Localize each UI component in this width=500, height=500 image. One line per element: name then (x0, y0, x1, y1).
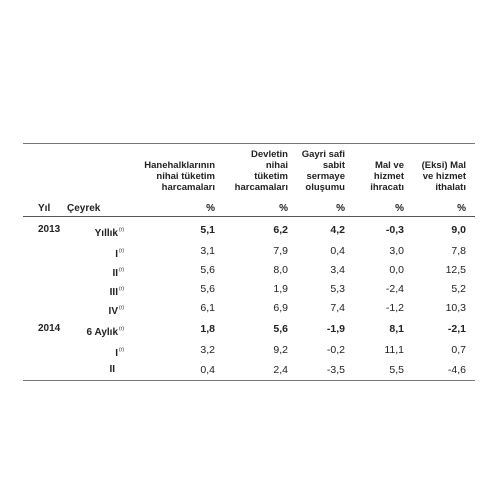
unit-percent: % (206, 203, 215, 214)
table-cell: 6,2 (273, 224, 288, 236)
revised-marker: (r) (119, 305, 124, 311)
revised-marker: (r) (119, 248, 124, 254)
row-period (95, 224, 124, 240)
column-header-line: Gayri safi (301, 149, 345, 160)
quarter-header: Çeyrek (67, 203, 101, 214)
row-period-label: 6 Aylık (86, 327, 118, 338)
row-period-label: I (115, 348, 118, 359)
column-header-5 (401, 160, 466, 193)
column-header-line: nihai (265, 160, 288, 171)
column-header-2 (228, 149, 288, 193)
row-period (112, 264, 124, 280)
table-cell: 5,2 (451, 283, 466, 295)
table-cell: 6,9 (273, 302, 288, 314)
table-cell: -3,5 (326, 364, 345, 376)
column-header-line: (Eksi) Mal (421, 160, 466, 171)
table-cell: 5,6 (200, 264, 215, 276)
table-cell: 12,5 (445, 264, 466, 276)
table-cell: 0,4 (200, 364, 215, 376)
table-cell: 5,6 (200, 283, 215, 295)
row-year: 2013 (38, 224, 61, 235)
row-period (115, 245, 124, 261)
table-cell: 7,4 (330, 302, 345, 314)
table-top-rule (23, 143, 475, 144)
table-cell: 7,8 (451, 245, 466, 257)
table-cell: 7,9 (273, 245, 288, 257)
row-period (109, 302, 124, 318)
table-cell: -4,6 (447, 364, 466, 376)
unit-percent: % (336, 203, 345, 214)
column-header-line: nihai tüketim (156, 171, 215, 182)
table-cell: 3,0 (389, 245, 404, 257)
table-cell: 9,0 (451, 224, 466, 236)
table-cell: -2,1 (447, 323, 466, 335)
row-period-label: II (109, 364, 115, 375)
table-cell: -1,9 (326, 323, 345, 335)
column-header-line: Hanehalklarının (144, 160, 215, 171)
column-header-line: oluşumu (305, 182, 345, 193)
table-cell: 8,0 (273, 264, 288, 276)
revised-marker: (r) (119, 347, 124, 353)
table-cell: -0,2 (326, 344, 345, 356)
table-cell: 2,4 (273, 364, 288, 376)
row-period (115, 344, 124, 360)
table-cell: 1,9 (273, 283, 288, 295)
column-header-line: sabit (322, 160, 345, 171)
row-period-label: Yıllık (94, 228, 118, 239)
revised-marker: (r) (119, 286, 124, 292)
table-cell: 3,2 (200, 344, 215, 356)
row-period (110, 283, 124, 299)
table-cell: 3,1 (200, 245, 215, 257)
column-header-line: Mal ve (374, 160, 404, 171)
row-period-label: III (109, 287, 118, 298)
column-header-line: ve hizmet (422, 171, 466, 182)
unit-percent: % (395, 203, 404, 214)
table-cell: 3,4 (330, 264, 345, 276)
table-cell: -0,3 (385, 224, 404, 236)
column-header-line: ithalatı (435, 182, 466, 193)
table-cell: 5,1 (200, 224, 215, 236)
revised-marker: (r) (119, 227, 124, 233)
row-year: 2014 (38, 323, 61, 334)
table-cell: 1,8 (200, 323, 215, 335)
column-header-1 (125, 160, 215, 193)
column-header-line: sermaye (306, 171, 345, 182)
table-cell: 9,2 (273, 344, 288, 356)
table-cell: 5,5 (389, 364, 404, 376)
column-header-line: ihracatı (370, 182, 404, 193)
row-period (109, 364, 124, 376)
header-bottom-rule (23, 216, 475, 217)
table-cell: 6,1 (200, 302, 215, 314)
table-cell: -2,4 (385, 283, 404, 295)
column-header-line: hizmet (373, 171, 404, 182)
unit-percent: % (457, 203, 466, 214)
table-bottom-rule (23, 380, 475, 381)
column-header-3 (285, 149, 345, 193)
row-period (87, 323, 125, 339)
table-cell: 0,7 (451, 344, 466, 356)
year-header: Yıl (38, 203, 51, 214)
column-header-line: harcamaları (161, 182, 215, 193)
column-header-line: Devletin (251, 149, 288, 160)
revised-marker: (r) (119, 326, 124, 332)
table-cell: -1,2 (385, 302, 404, 314)
table-cell: 8,1 (389, 323, 404, 335)
row-period-label: IV (108, 306, 118, 317)
table-cell: 0,4 (330, 245, 345, 257)
table-cell: 5,3 (330, 283, 345, 295)
column-header-line: harcamaları (234, 182, 288, 193)
table-cell: 10,3 (445, 302, 466, 314)
column-header-4 (354, 160, 404, 193)
row-period-label: I (115, 249, 118, 260)
column-header-line: tüketim (254, 171, 288, 182)
table-cell: 5,6 (273, 323, 288, 335)
row-period-label: II (112, 268, 118, 279)
unit-percent: % (279, 203, 288, 214)
table-cell: 0,0 (389, 264, 404, 276)
table-cell: 11,1 (384, 344, 404, 356)
revised-marker: (r) (119, 267, 124, 273)
table-cell: 4,2 (330, 224, 345, 236)
